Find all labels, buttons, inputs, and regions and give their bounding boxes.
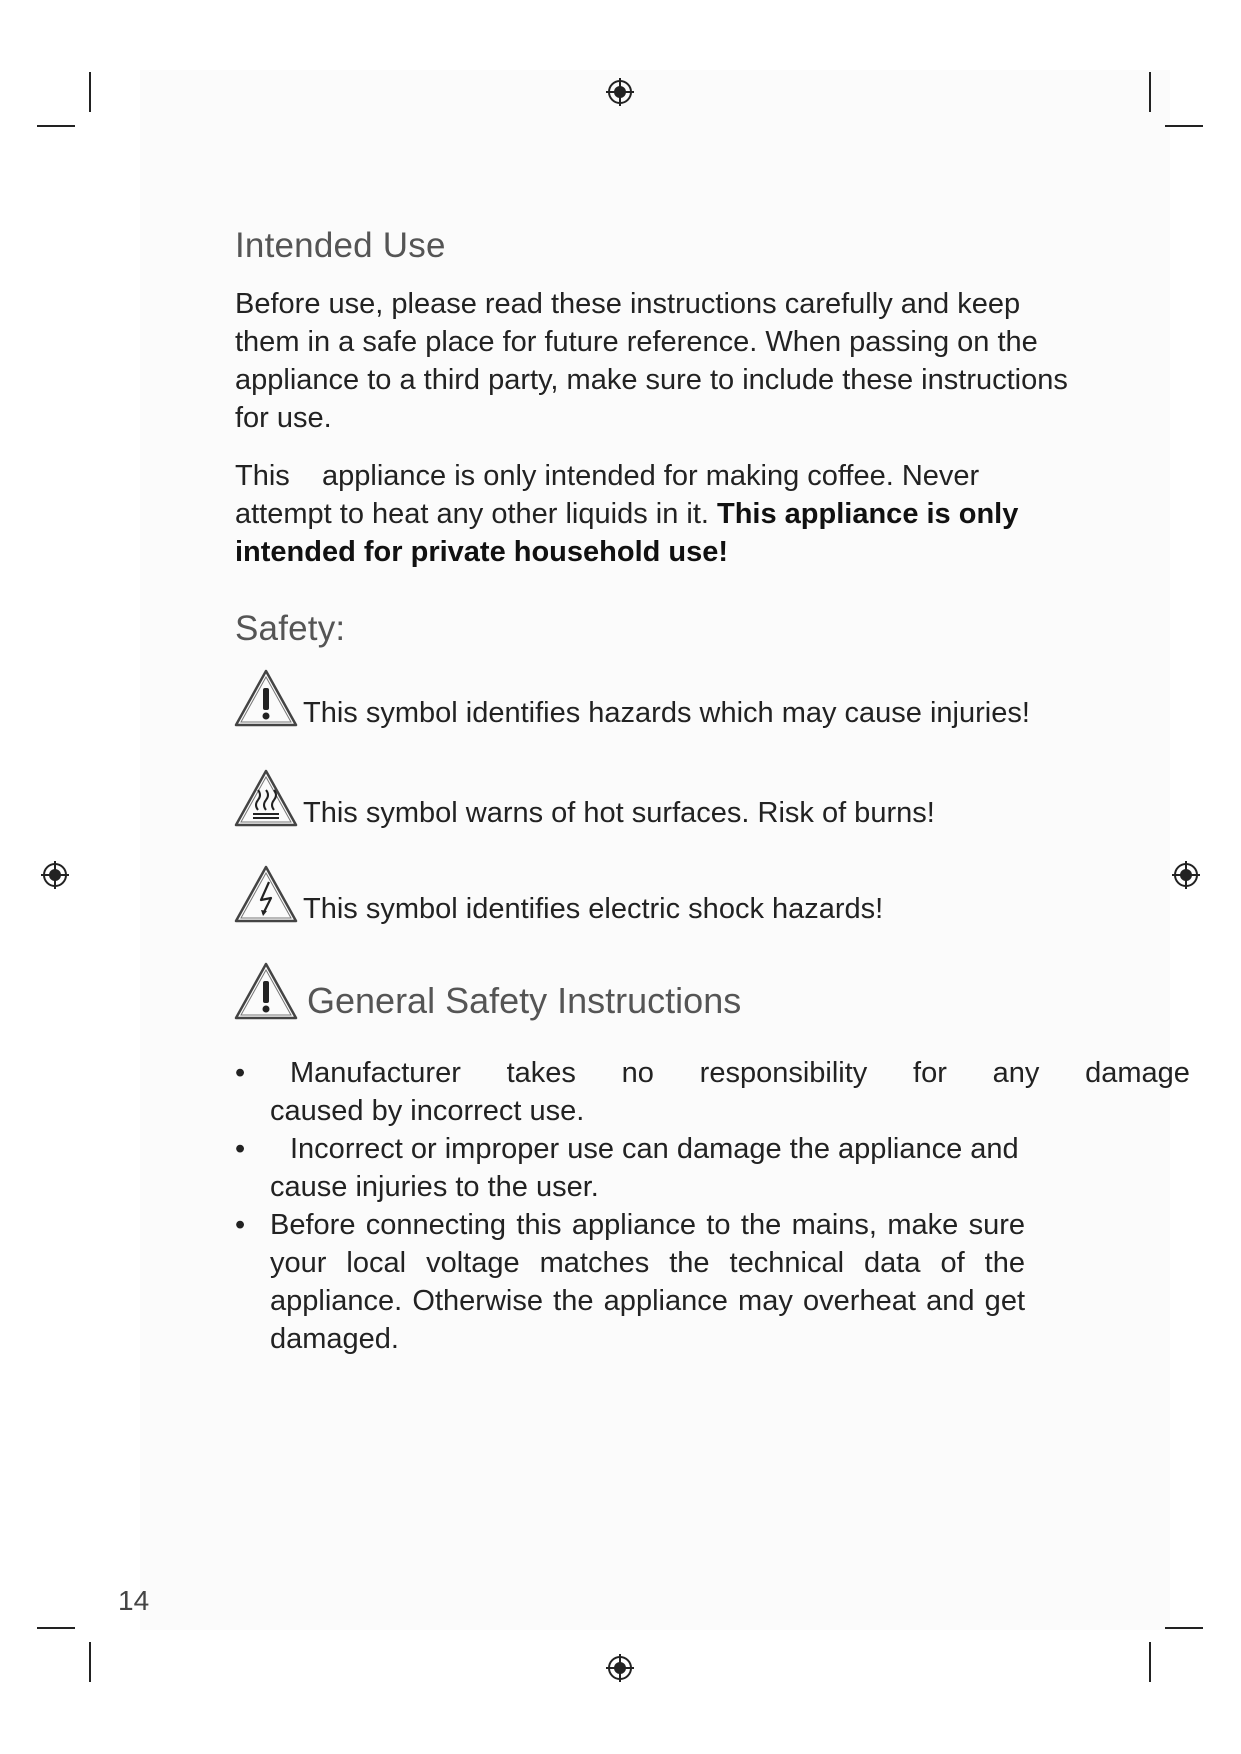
crop-mark [89,1642,91,1682]
bullet-first-line: Incorrect or improper use can damage the appliance and [290,1133,1019,1165]
bullet-first-line [290,1054,1190,1092]
list-item [235,1206,1025,1358]
page-number: 14 [118,1585,150,1616]
bullet-continuation: cause injuries to the user. [270,1171,599,1203]
bullet-icon: • [235,1057,246,1089]
intended-use-paragraph: Before use, please read these instructions carefully and keep them in a safe place for future reference. When passing on the appliance to a third party, make sure to include these instructions for use. [235,288,1068,434]
crop-mark [89,72,91,112]
crop-mark [1165,125,1203,127]
crop-mark [37,125,75,127]
word: no [621,1057,654,1089]
word: Manufacturer [290,1057,461,1089]
private-use-notice: This appliance is only intended for private household use! [235,498,1027,568]
list-item [235,1130,1195,1206]
word: any [992,1057,1040,1089]
general-safety-heading-row [233,961,741,1021]
general-safety-heading: General Safety Instructions [307,980,742,1021]
bullet-text: Before connecting this appliance to the mains, make sure your local voltage matches the technical data of the appliance. Otherwise the appliance may overheat and get damaged. [270,1209,1025,1355]
crop-mark [37,1627,75,1629]
registration-mark-icon [39,859,71,891]
warning-exclamation-icon [233,961,299,1021]
registration-mark-icon [604,76,636,108]
bullet-icon: • [235,1209,246,1241]
registration-mark-icon [1170,859,1202,891]
safety-heading: Safety: [235,609,346,648]
warning-exclamation-icon [233,668,299,728]
electric-shock-text: This symbol identifies electric shock hazards! [303,893,884,925]
electric-shock-icon [233,864,299,924]
bullet-continuation: caused by incorrect use. [270,1095,585,1127]
safety-symbol-row [233,668,1030,728]
registration-mark-icon [604,1652,636,1684]
safety-symbol-row [233,768,935,828]
word: damage [1085,1057,1190,1089]
word: for [913,1057,947,1089]
hot-surface-text: This symbol warns of hot surfaces. Risk of burns! [303,797,935,829]
injury-hazard-text: This symbol identifies hazards which may cause injuries! [303,697,1030,729]
crop-mark [1149,72,1151,112]
crop-mark [1149,1642,1151,1682]
safety-symbol-row [233,864,883,924]
purpose-text: This appliance is only intended for making coffee. Never attempt to heat any other liquids in it. [235,460,988,530]
intended-use-heading: Intended Use [235,226,446,265]
word: responsibility [699,1057,868,1089]
bullet-icon: • [235,1133,246,1165]
list-item [235,1054,1190,1130]
hot-surface-icon [233,768,299,828]
crop-mark [1165,1627,1203,1629]
word: takes [506,1057,576,1089]
intended-use-purpose-paragraph [235,457,1075,571]
